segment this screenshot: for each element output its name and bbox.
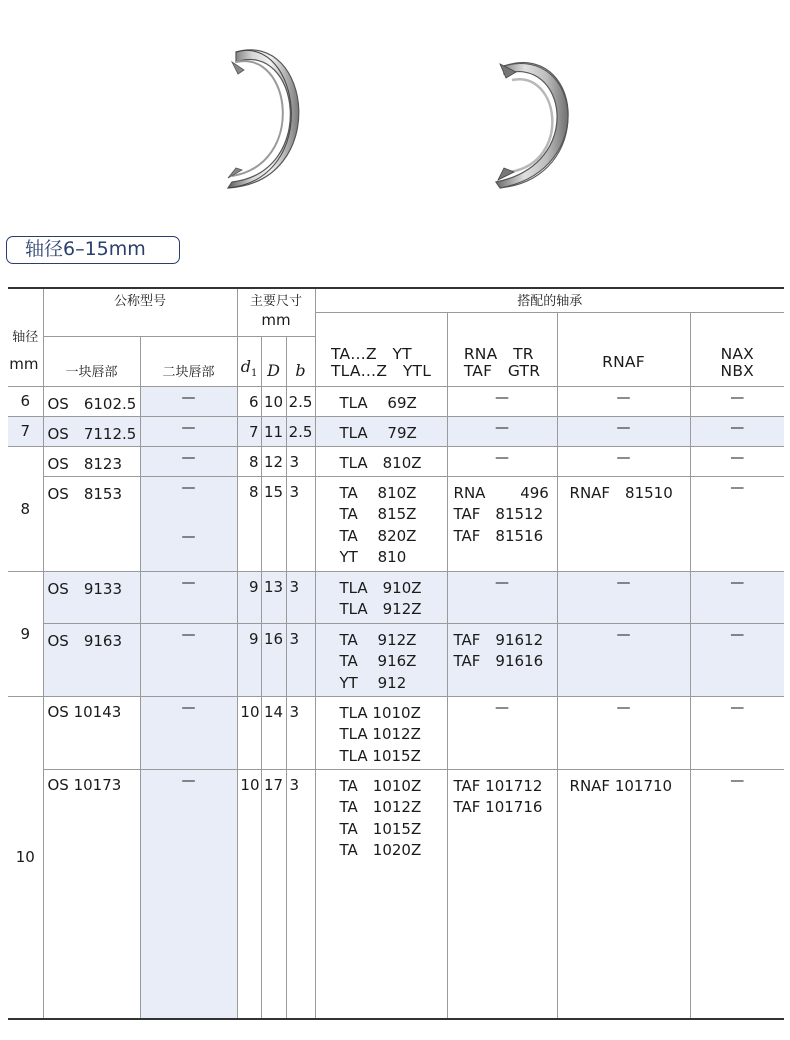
- two-lip-dash: —: [181, 528, 196, 545]
- shaft-range-tag: 轴径6–15mm: [6, 236, 180, 264]
- bearing-group-1-cell: TA 1010Z TA 1012Z TA 1015Z TA 1020Z: [315, 769, 447, 1019]
- shaft-cell: 9: [8, 571, 43, 696]
- bearing-group-1-line-1: TA…Z YT: [330, 344, 412, 363]
- bearing-group-1-cell: TLA 1010Z TLA 1012Z TLA 1015Z: [315, 696, 447, 769]
- bearing-group-4-cell: —: [690, 571, 784, 623]
- b-value: 3: [286, 476, 315, 571]
- d1-value: 8: [237, 476, 261, 571]
- bearing-group-4-cell: —: [690, 696, 784, 769]
- header-bearing-group-2: [447, 312, 557, 386]
- header-bearings: 搭配的轴承: [315, 288, 784, 312]
- one-lip-code: OS 9133: [43, 571, 140, 623]
- bearing-group-1-cell: TLA 910Z TLA 912Z: [315, 571, 447, 623]
- bearing-group-2-cell: RNA 496 TAF 81512 TAF 81516: [447, 476, 557, 571]
- two-lip-code: [140, 476, 237, 571]
- header-shaft-label: 轴径: [12, 330, 39, 345]
- bearing-group-1-cell: TLA 810Z: [315, 446, 447, 476]
- D-value: 17: [261, 769, 286, 1019]
- d1-value: 9: [237, 571, 261, 623]
- header-bearing-group-4: [690, 312, 784, 386]
- D-value: 14: [261, 696, 286, 769]
- bearing-group-2-cell: TAF 101712 TAF 101716: [447, 769, 557, 1019]
- header-nominal: 公称型号: [43, 288, 237, 336]
- b-value: 2.5: [286, 386, 315, 416]
- two-lip-code: —: [140, 416, 237, 446]
- bearing-group-3-cell: RNAF 101710: [557, 769, 690, 1019]
- header-b: b: [286, 336, 315, 386]
- d1-value: 6: [237, 386, 261, 416]
- header-dims-label: 主要尺寸: [250, 294, 303, 309]
- bearing-group-3-cell: —: [557, 446, 690, 476]
- header-dims-unit: mm: [237, 312, 315, 336]
- b-value: 2.5: [286, 416, 315, 446]
- two-lip-code: —: [140, 446, 237, 476]
- bearing-group-4-cell: —: [690, 416, 784, 446]
- table-body: [8, 386, 784, 1019]
- bearing-group-3-cell: —: [557, 386, 690, 416]
- two-lip-code: —: [140, 696, 237, 769]
- bearing-group-2-cell: TAF 91612 TAF 91616: [447, 623, 557, 696]
- header-bearing-group-1: [315, 312, 447, 386]
- bearing-group-3-cell: RNAF 81510: [557, 476, 690, 571]
- one-lip-code: OS 10143: [43, 696, 140, 769]
- one-lip-code: OS 10173: [43, 769, 140, 1019]
- shaft-cell: 8: [8, 446, 43, 571]
- bearing-group-4-cell: —: [690, 476, 784, 571]
- D-value: 10: [261, 386, 286, 416]
- bearing-group-4-cell: —: [690, 769, 784, 1019]
- bearing-group-4-cell: —: [690, 386, 784, 416]
- bearing-group-2-cell: —: [447, 446, 557, 476]
- d1-value: 8: [237, 446, 261, 476]
- bearing-group-2-line-2: TAF GTR: [463, 361, 541, 380]
- one-lip-code: OS 9163: [43, 623, 140, 696]
- d1-value: 10: [237, 696, 261, 769]
- bearing-group-1-cell: TA 912Z TA 916Z YT 912: [315, 623, 447, 696]
- two-lip-code: —: [140, 769, 237, 1019]
- bearing-group-4-cell: —: [690, 446, 784, 476]
- D-value: 11: [261, 416, 286, 446]
- bearing-group-2-cell: —: [447, 386, 557, 416]
- bearing-group-3-cell: —: [557, 571, 690, 623]
- header-shaft-unit: mm: [9, 355, 39, 373]
- one-lip-code: OS 7112.5: [43, 416, 140, 446]
- b-value: 3: [286, 769, 315, 1019]
- bearing-group-1-cell: TA 810Z TA 815Z TA 820Z YT 810: [315, 476, 447, 571]
- shaft-cell: 10: [8, 696, 43, 1019]
- bearing-group-4-line-2: NBX: [720, 361, 754, 380]
- D-value: 12: [261, 446, 286, 476]
- b-value: 3: [286, 446, 315, 476]
- b-value: 3: [286, 571, 315, 623]
- header-one-lip: 一块唇部: [43, 336, 140, 386]
- shaft-cell: 7: [8, 416, 43, 446]
- bearing-group-1-cell: TLA 79Z: [315, 416, 447, 446]
- d1-value: 9: [237, 623, 261, 696]
- seal-illustrations: [0, 0, 790, 215]
- bearing-group-3-cell: —: [557, 696, 690, 769]
- bearing-group-3-cell: —: [557, 416, 690, 446]
- D-value: 16: [261, 623, 286, 696]
- one-lip-code: OS 8123: [43, 446, 140, 476]
- bearing-group-2-cell: —: [447, 571, 557, 623]
- two-lip-code: —: [140, 571, 237, 623]
- table-header: [8, 288, 784, 386]
- shaft-cell: 6: [8, 386, 43, 416]
- bearing-group-1-line-2: TLA…Z YTL: [330, 361, 432, 380]
- d1-value: 7: [237, 416, 261, 446]
- header-two-lip: 二块唇部: [140, 336, 237, 386]
- two-lip-code: —: [140, 386, 237, 416]
- seal-spec-table: [8, 287, 784, 1020]
- one-lip-seal-image: [228, 50, 299, 188]
- bearing-group-2-cell: —: [447, 416, 557, 446]
- header-d1-subscript: 1: [250, 368, 258, 380]
- header-dims: [237, 288, 315, 312]
- b-value: 3: [286, 623, 315, 696]
- bearing-group-1-cell: TLA 69Z: [315, 386, 447, 416]
- bearing-group-2-line-1: RNA TR: [463, 344, 534, 363]
- header-bearing-group-3: RNAF: [557, 312, 690, 386]
- bearing-group-2-cell: —: [447, 696, 557, 769]
- D-value: 13: [261, 571, 286, 623]
- bearing-group-4-line-1: NAX: [720, 344, 754, 363]
- b-value: 3: [286, 696, 315, 769]
- bearing-group-3-cell: —: [557, 623, 690, 696]
- D-value: 15: [261, 476, 286, 571]
- two-lip-code: —: [140, 623, 237, 696]
- header-shaft: [8, 288, 43, 386]
- d1-value: 10: [237, 769, 261, 1019]
- header-d1: [237, 336, 261, 386]
- bearing-group-4-cell: —: [690, 623, 784, 696]
- header-d1-symbol: d: [240, 357, 251, 377]
- two-lip-seal-image: [496, 63, 568, 188]
- one-lip-code: OS 6102.5: [43, 386, 140, 416]
- header-D: D: [261, 336, 286, 386]
- one-lip-code: OS 8153: [43, 476, 140, 571]
- two-lip-dash: —: [181, 479, 196, 496]
